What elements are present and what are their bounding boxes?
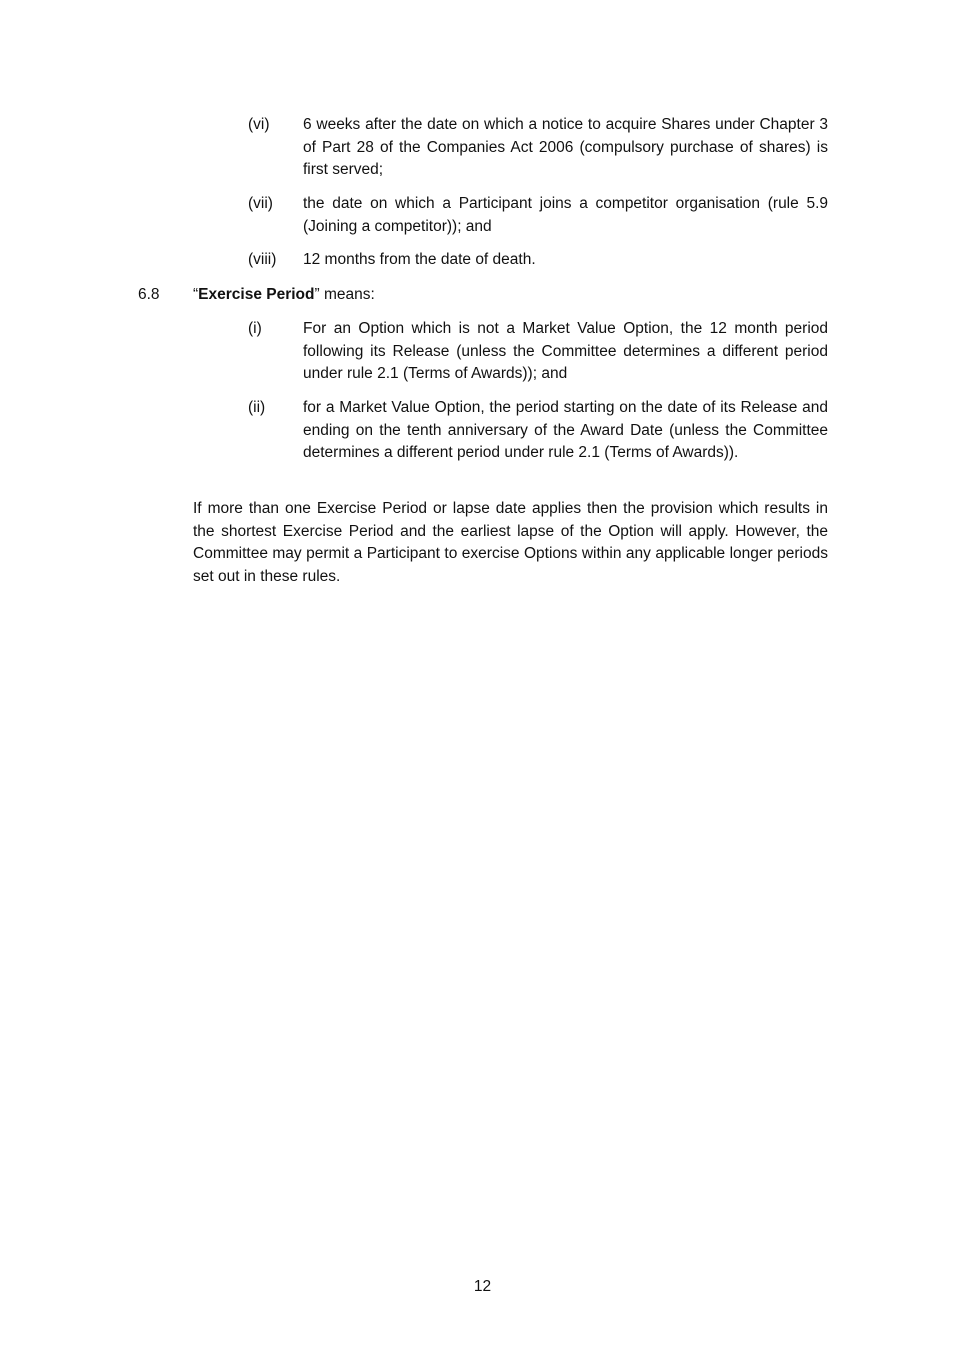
list-item-number: (vi) xyxy=(248,116,270,133)
list-item-text: 12 months from the date of death. xyxy=(303,251,536,268)
closing-paragraph: If more than one Exercise Period or lapse date applies then the provision which results in the shortest Exercise Period and the earliest lapse of the Option will apply. However, the Committee may permit a Participant to exercise Options within any applicable longer periods set out in these rules. xyxy=(193,500,828,585)
list-item-vi xyxy=(248,114,828,182)
list-item-text: For an Option which is not a Market Value Option, the 12 month period following its Release (unless the Committee determines a different period under rule 2.1 (Terms of Awards)); and xyxy=(303,320,828,383)
list-item-number: (i) xyxy=(248,320,262,337)
clause-6-8 xyxy=(138,284,828,307)
list-item-number: (vii) xyxy=(248,195,273,212)
list-item-text: 6 weeks after the date on which a notice to acquire Shares under Chapter 3 of Part 28 of the Companies Act 2006 (compulsory purchase of shares) is first served; xyxy=(303,116,828,179)
list-item-text: for a Market Value Option, the period starting on the date of its Release and ending on the tenth anniversary of the Award Date (unless the Committee determines a different period under rule 2.1 (Terms of Awards)). xyxy=(303,399,828,462)
list-item-text: the date on which a Participant joins a competitor organisation (rule 5.9 (Joining a competitor)); and xyxy=(303,195,828,235)
clause-number: 6.8 xyxy=(138,286,160,303)
definition-lead: ” means: xyxy=(314,286,375,303)
list-item-number: (ii) xyxy=(248,399,266,416)
defined-term: Exercise Period xyxy=(198,286,315,303)
exercise-period-item-i xyxy=(248,318,828,386)
clause-definition xyxy=(193,284,828,307)
list-item-number: (viii) xyxy=(248,251,277,268)
list-item-vii xyxy=(248,193,828,238)
exercise-period-item-ii xyxy=(248,397,828,465)
page-number: 12 xyxy=(473,1278,492,1295)
list-item-viii xyxy=(248,249,828,272)
open-quote: “ xyxy=(193,286,199,303)
